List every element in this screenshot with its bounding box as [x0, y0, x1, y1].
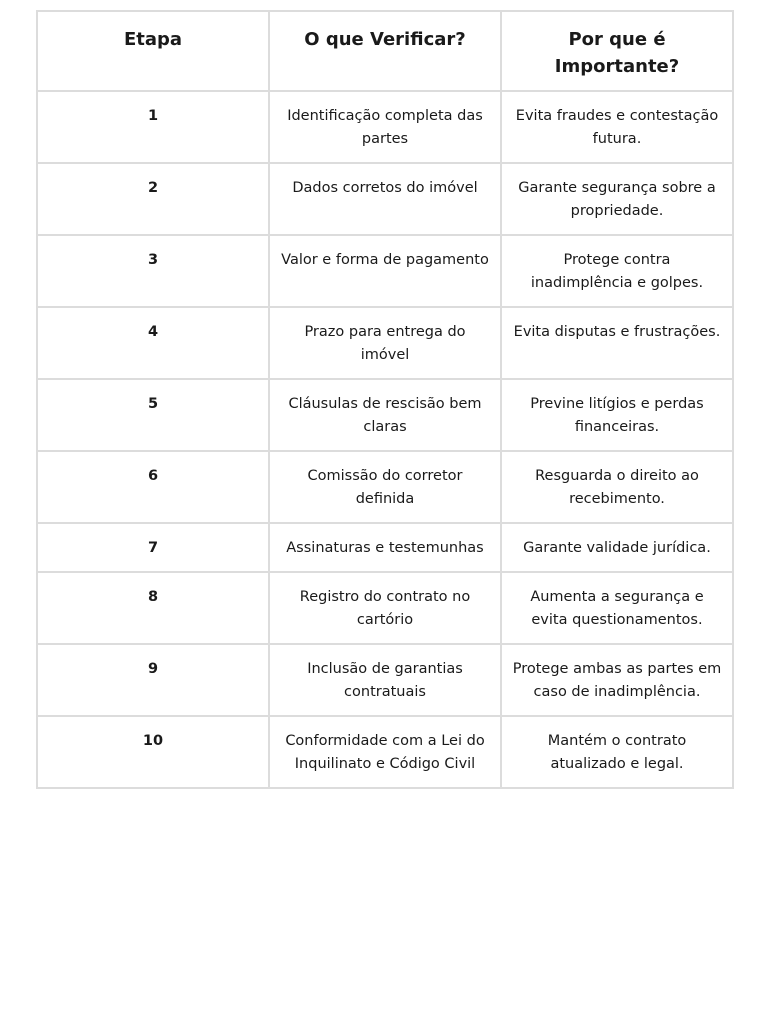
table-row	[37, 572, 733, 644]
reason-item: Mantém o contrato atualizado e legal.	[501, 716, 733, 788]
check-item: Valor e forma de pagamento	[269, 235, 501, 307]
step-number: 6	[37, 451, 269, 523]
reason-item: Evita fraudes e contestação futura.	[501, 91, 733, 163]
check-item: Identificação completa das partes	[269, 91, 501, 163]
header-etapa: Etapa	[37, 11, 269, 91]
check-item: Prazo para entrega do imóvel	[269, 307, 501, 379]
step-number: 5	[37, 379, 269, 451]
checklist-table-container	[36, 10, 732, 789]
table-row	[37, 644, 733, 716]
reason-item: Previne litígios e perdas financeiras.	[501, 379, 733, 451]
reason-item: Protege ambas as partes em caso de inadimplência.	[501, 644, 733, 716]
check-item: Cláusulas de rescisão bem claras	[269, 379, 501, 451]
reason-item: Protege contra inadimplência e golpes.	[501, 235, 733, 307]
check-item: Dados corretos do imóvel	[269, 163, 501, 235]
step-number: 10	[37, 716, 269, 788]
checklist-table	[36, 10, 734, 789]
reason-item: Resguarda o direito ao recebimento.	[501, 451, 733, 523]
table-row	[37, 235, 733, 307]
reason-item: Evita disputas e frustrações.	[501, 307, 733, 379]
step-number: 8	[37, 572, 269, 644]
reason-item: Aumenta a segurança e evita questionamentos.	[501, 572, 733, 644]
table-header-row	[37, 11, 733, 91]
step-number: 9	[37, 644, 269, 716]
step-number: 3	[37, 235, 269, 307]
step-number: 4	[37, 307, 269, 379]
reason-item: Garante validade jurídica.	[501, 523, 733, 572]
table-row	[37, 523, 733, 572]
step-number: 7	[37, 523, 269, 572]
check-item: Registro do contrato no cartório	[269, 572, 501, 644]
step-number: 1	[37, 91, 269, 163]
table-row	[37, 451, 733, 523]
check-item: Conformidade com a Lei do Inquilinato e Código Civil	[269, 716, 501, 788]
table-row	[37, 716, 733, 788]
header-why-important: Por que é Importante?	[501, 11, 733, 91]
check-item: Comissão do corretor definida	[269, 451, 501, 523]
check-item: Inclusão de garantias contratuais	[269, 644, 501, 716]
table-row	[37, 91, 733, 163]
table-row	[37, 379, 733, 451]
check-item: Assinaturas e testemunhas	[269, 523, 501, 572]
header-what-to-check: O que Verificar?	[269, 11, 501, 91]
step-number: 2	[37, 163, 269, 235]
table-row	[37, 307, 733, 379]
reason-item: Garante segurança sobre a propriedade.	[501, 163, 733, 235]
table-row	[37, 163, 733, 235]
